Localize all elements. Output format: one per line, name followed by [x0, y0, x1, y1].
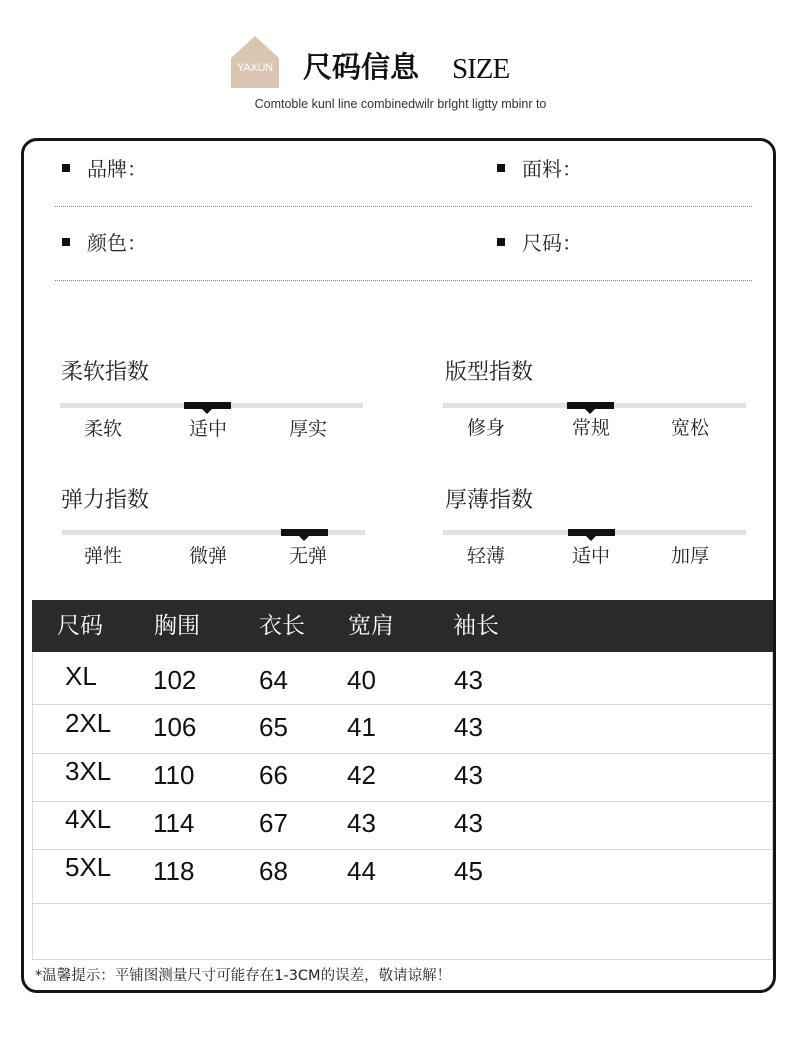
- table-cell: 44: [347, 856, 376, 886]
- fit-option: 常规: [571, 417, 610, 439]
- table-cell: 45: [454, 856, 483, 886]
- row-divider: [33, 903, 772, 904]
- bullet-icon: [62, 164, 70, 172]
- table-cell: 118: [153, 856, 195, 886]
- fit-index-title: 版型指数: [445, 360, 534, 385]
- table-cell: 43: [347, 808, 376, 838]
- color-field: [62, 231, 147, 255]
- divider: [55, 206, 752, 207]
- column-header: 尺码: [57, 613, 103, 639]
- table-cell: 43: [454, 712, 483, 742]
- table-cell-size: 3XL: [65, 756, 112, 786]
- divider: [55, 280, 752, 281]
- brand-label: 品牌：: [87, 157, 147, 181]
- table-cell: 110: [153, 760, 195, 790]
- elasticity-index-title: 弹力指数: [61, 488, 150, 513]
- elasticity-option: 微弹: [188, 545, 227, 567]
- page-title: 尺码信息: [303, 50, 420, 84]
- size-table-header: [32, 600, 773, 652]
- bullet-icon: [497, 238, 505, 246]
- row-divider: [33, 704, 772, 705]
- softness-scale-marker: [184, 402, 231, 409]
- table-cell: 67: [259, 808, 288, 838]
- table-cell: 41: [347, 712, 376, 742]
- elasticity-option: 弹性: [83, 545, 122, 567]
- table-cell: 43: [454, 760, 483, 790]
- elasticity-option: 无弹: [288, 545, 327, 567]
- column-header: 袖长: [453, 613, 499, 639]
- row-divider: [33, 849, 772, 850]
- thickness-option: 加厚: [670, 545, 709, 567]
- table-cell: 64: [259, 665, 288, 695]
- softness-option: 柔软: [83, 418, 122, 440]
- column-header: 胸围: [154, 613, 200, 639]
- table-cell-size: 4XL: [65, 804, 112, 834]
- measurement-note: *温馨提示：平铺图测量尺寸可能存在1-3CM的误差，敬请谅解！: [35, 968, 452, 984]
- table-cell: 114: [153, 808, 195, 838]
- size-table-body: [32, 652, 773, 960]
- thickness-index-title: 厚薄指数: [445, 488, 534, 513]
- column-header: 宽肩: [348, 613, 394, 639]
- softness-option: 厚实: [288, 418, 327, 440]
- marker-pointer-icon: [586, 536, 596, 541]
- table-cell: 106: [153, 712, 197, 742]
- row-divider: [33, 801, 772, 802]
- table-cell: 42: [347, 760, 376, 790]
- elasticity-scale-marker: [281, 529, 328, 536]
- table-cell: 66: [259, 760, 288, 790]
- size-field: [497, 231, 582, 255]
- softness-index-title: 柔软指数: [61, 360, 150, 385]
- thickness-option: 适中: [571, 545, 610, 567]
- marker-pointer-icon: [202, 409, 212, 414]
- marker-pointer-icon: [299, 536, 309, 541]
- brand-field: [62, 157, 147, 181]
- size-label: 尺码：: [522, 231, 582, 255]
- row-divider: [33, 753, 772, 754]
- subtitle: Comtoble kunl line combinedwilr brlght ligtty mbinr to: [254, 97, 547, 111]
- fit-option: 宽松: [670, 417, 709, 439]
- table-cell: 43: [454, 665, 483, 695]
- table-cell-size: XL: [65, 661, 97, 691]
- table-cell: 43: [454, 808, 483, 838]
- table-cell: 68: [259, 856, 288, 886]
- column-header: 衣长: [259, 613, 305, 639]
- fit-option: 修身: [466, 417, 505, 439]
- fabric-field: [497, 157, 582, 181]
- page-title-en: SIZE: [452, 53, 510, 85]
- color-label: 颜色：: [87, 231, 147, 255]
- bullet-icon: [497, 164, 505, 172]
- table-cell-size: 2XL: [65, 708, 112, 738]
- thickness-option: 轻薄: [466, 545, 505, 567]
- softness-option: 适中: [188, 418, 227, 440]
- logo-text: YAXUN: [237, 62, 273, 74]
- fit-scale-marker: [567, 402, 614, 409]
- table-cell-size: 5XL: [65, 852, 112, 882]
- fabric-label: 面料：: [522, 157, 582, 181]
- bullet-icon: [62, 238, 70, 246]
- marker-pointer-icon: [585, 409, 595, 414]
- table-cell: 102: [153, 665, 197, 695]
- table-cell: 65: [259, 712, 288, 742]
- table-cell: 40: [347, 665, 376, 695]
- thickness-scale-marker: [568, 529, 615, 536]
